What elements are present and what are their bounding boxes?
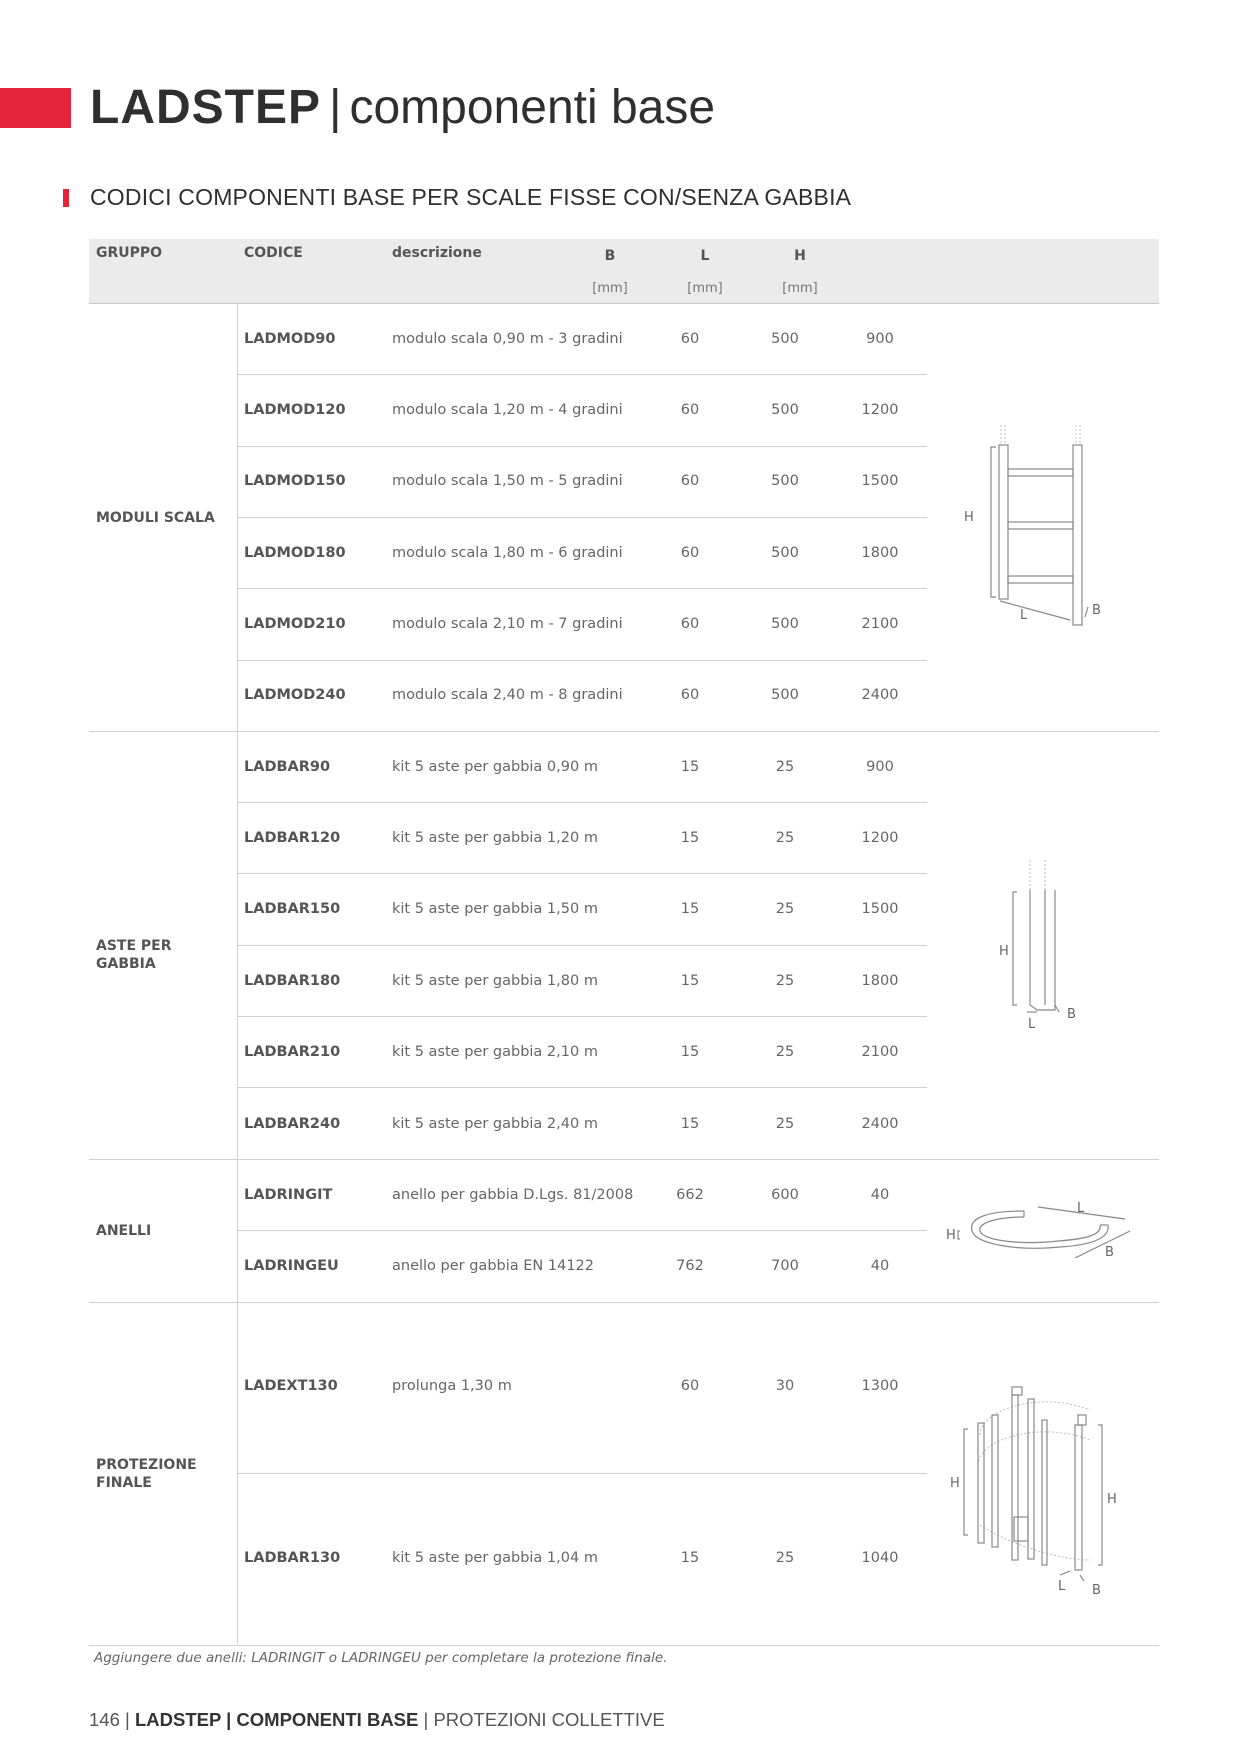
group-label-aste-per-gabbia: ASTE PER GABBIA <box>96 938 172 972</box>
group-label-line: PROTEZIONE <box>96 1457 197 1473</box>
row-l: 25 <box>775 1044 795 1060</box>
row-separator <box>238 802 927 803</box>
row-h: 1040 <box>861 1550 899 1566</box>
table-header <box>89 239 1159 304</box>
cage-bar-diagram <box>995 860 1095 1030</box>
footnote: Aggiungere due anelli: LADRINGIT o LADRINGEU per completare la protezione finale. <box>94 1650 668 1666</box>
row-code: LADMOD90 <box>244 331 336 347</box>
row-h: 2100 <box>861 1044 899 1060</box>
row-l: 25 <box>775 759 795 775</box>
row-b: 15 <box>680 1044 700 1060</box>
dim-h-label: H <box>964 510 974 525</box>
group-label-anelli: ANELLI <box>96 1223 152 1239</box>
row-description: kit 5 aste per gabbia 1,80 m <box>392 973 598 989</box>
group-separator <box>89 731 1159 732</box>
row-l: 25 <box>775 901 795 917</box>
row-h: 1200 <box>861 402 899 418</box>
row-l: 500 <box>771 402 799 418</box>
row-separator <box>238 945 927 946</box>
row-l: 25 <box>775 1550 795 1566</box>
row-code: LADMOD240 <box>244 687 346 703</box>
dim-l-label: L <box>1058 1579 1066 1594</box>
row-h: 1300 <box>861 1378 899 1394</box>
dim-l-label: L <box>1028 1017 1036 1032</box>
row-b: 662 <box>676 1187 704 1203</box>
page-title <box>90 80 715 136</box>
group-separator <box>89 1302 1159 1303</box>
row-description: kit 5 aste per gabbia 0,90 m <box>392 759 598 775</box>
row-b: 60 <box>680 545 700 561</box>
ring-diagram <box>946 1195 1140 1285</box>
row-code: LADRINGIT <box>244 1187 333 1203</box>
dim-b-label: B <box>1092 1583 1101 1598</box>
row-l: 25 <box>775 830 795 846</box>
row-b: 60 <box>680 1378 700 1394</box>
row-description: modulo scala 0,90 m - 3 gradini <box>392 331 623 347</box>
row-b: 15 <box>680 901 700 917</box>
unit-b: [mm] <box>592 281 628 296</box>
row-h: 2100 <box>861 616 899 632</box>
header-accent-bar <box>0 88 71 128</box>
row-h: 1500 <box>861 901 899 917</box>
dim-h-label: H <box>946 1228 956 1243</box>
row-h: 1500 <box>861 473 899 489</box>
row-code: LADBAR240 <box>244 1116 341 1132</box>
footer-separator: | <box>125 1709 130 1730</box>
row-code: LADBAR150 <box>244 901 341 917</box>
row-l: 700 <box>771 1258 799 1274</box>
row-b: 15 <box>680 759 700 775</box>
row-code: LADBAR120 <box>244 830 341 846</box>
dim-h-label: H <box>950 1476 960 1491</box>
row-b: 15 <box>680 830 700 846</box>
row-code: LADBAR90 <box>244 759 331 775</box>
title-separator: | <box>329 81 342 134</box>
row-separator <box>238 588 927 589</box>
row-separator <box>238 1230 927 1231</box>
row-b: 60 <box>680 616 700 632</box>
row-b: 60 <box>680 687 700 703</box>
footer-separator: | <box>423 1709 429 1730</box>
row-separator <box>238 1087 927 1088</box>
row-b: 762 <box>676 1258 704 1274</box>
page-number: 146 <box>89 1709 120 1730</box>
footer-section: LADSTEP | COMPONENTI BASE <box>134 1709 419 1730</box>
dim-l-label: L <box>1020 608 1028 623</box>
row-h: 40 <box>870 1187 890 1203</box>
unit-h: [mm] <box>782 281 818 296</box>
row-l: 600 <box>771 1187 799 1203</box>
row-l: 500 <box>771 687 799 703</box>
row-description: modulo scala 2,40 m - 8 gradini <box>392 687 623 703</box>
row-description: anello per gabbia D.Lgs. 81/2008 <box>392 1187 634 1203</box>
row-separator <box>238 374 927 375</box>
row-code: LADBAR130 <box>244 1550 341 1566</box>
row-description: kit 5 aste per gabbia 2,40 m <box>392 1116 598 1132</box>
row-description: kit 5 aste per gabbia 1,20 m <box>392 830 598 846</box>
row-b: 60 <box>680 473 700 489</box>
row-l: 500 <box>771 473 799 489</box>
dim-b-label: B <box>1105 1245 1114 1260</box>
row-description: modulo scala 2,10 m - 7 gradini <box>392 616 623 632</box>
row-code: LADBAR180 <box>244 973 341 989</box>
row-separator <box>238 660 927 661</box>
col-l: L <box>700 248 710 264</box>
section-heading <box>63 184 851 211</box>
row-h: 1800 <box>861 545 899 561</box>
row-code: LADEXT130 <box>244 1378 338 1394</box>
dim-b-label: B <box>1067 1007 1076 1022</box>
group-label-moduli-scala: MODULI SCALA <box>96 510 215 526</box>
row-b: 60 <box>680 402 700 418</box>
col-descrizione: descrizione <box>392 245 482 261</box>
col-codice: CODICE <box>244 245 303 261</box>
row-code: LADMOD210 <box>244 616 346 632</box>
dim-b-label: B <box>1092 603 1101 618</box>
row-description: kit 5 aste per gabbia 1,04 m <box>392 1550 598 1566</box>
row-code: LADRINGEU <box>244 1258 339 1274</box>
group-label-line: FINALE <box>96 1475 152 1491</box>
row-description: kit 5 aste per gabbia 2,10 m <box>392 1044 598 1060</box>
col-h: H <box>794 248 806 264</box>
row-code: LADBAR210 <box>244 1044 341 1060</box>
dim-h-label: H <box>999 944 1009 959</box>
page-footer <box>89 1709 665 1731</box>
section-marker <box>63 189 69 207</box>
row-code: LADMOD120 <box>244 402 346 418</box>
col-b: B <box>604 248 616 264</box>
row-h: 1200 <box>861 830 899 846</box>
row-h: 1800 <box>861 973 899 989</box>
row-description: prolunga 1,30 m <box>392 1378 512 1394</box>
section-title: CODICI COMPONENTI BASE PER SCALE FISSE CON/SENZA GABBIA <box>90 184 852 210</box>
row-b: 15 <box>680 1116 700 1132</box>
row-description: modulo scala 1,80 m - 6 gradini <box>392 545 623 561</box>
row-h: 2400 <box>861 1116 899 1132</box>
row-description: anello per gabbia EN 14122 <box>392 1258 594 1274</box>
final-protection-diagram <box>950 1385 1130 1605</box>
row-b: 15 <box>680 1550 700 1566</box>
row-l: 25 <box>775 973 795 989</box>
table-bottom-border <box>89 1645 1159 1646</box>
row-separator <box>238 1016 927 1017</box>
row-separator <box>238 873 927 874</box>
row-description: modulo scala 1,50 m - 5 gradini <box>392 473 623 489</box>
row-separator <box>238 517 927 518</box>
row-description: kit 5 aste per gabbia 1,50 m <box>392 901 598 917</box>
row-b: 60 <box>680 331 700 347</box>
group-label-protezione-finale <box>96 1456 226 1492</box>
ladder-module-diagram <box>960 425 1120 625</box>
row-separator <box>238 1473 927 1474</box>
row-b: 15 <box>680 973 700 989</box>
row-l: 500 <box>771 616 799 632</box>
row-separator <box>238 446 927 447</box>
footer-category: PROTEZIONI COLLETTIVE <box>433 1709 665 1730</box>
row-description: modulo scala 1,20 m - 4 gradini <box>392 402 623 418</box>
row-h: 900 <box>866 331 894 347</box>
row-code: LADMOD180 <box>244 545 346 561</box>
row-l: 500 <box>771 331 799 347</box>
row-code: LADMOD150 <box>244 473 346 489</box>
row-h: 40 <box>870 1258 890 1274</box>
group-separator <box>89 1159 1159 1160</box>
group-divider <box>237 304 238 1644</box>
dim-h-label-right: H <box>1107 1492 1117 1507</box>
row-h: 2400 <box>861 687 899 703</box>
col-gruppo: GRUPPO <box>96 245 163 261</box>
dim-l-label: L <box>1077 1201 1085 1216</box>
title-brand: LADSTEP <box>90 81 322 134</box>
title-subtitle: componenti base <box>349 81 716 134</box>
unit-l: [mm] <box>687 281 723 296</box>
row-l: 25 <box>775 1116 795 1132</box>
row-h: 900 <box>866 759 894 775</box>
row-l: 500 <box>771 545 799 561</box>
row-l: 30 <box>775 1378 795 1394</box>
